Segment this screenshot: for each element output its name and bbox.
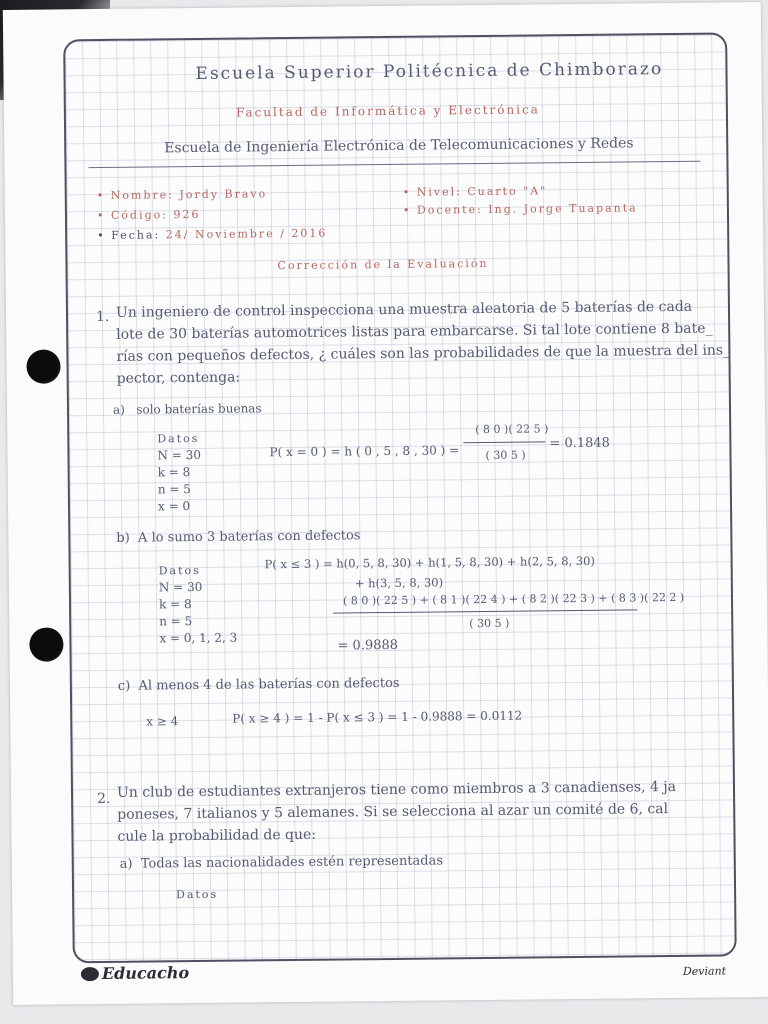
notebook-sheet	[3, 2, 768, 1005]
level-value: Cuarto "A"	[467, 184, 548, 199]
date-value: 24/ Noviembre / 2016	[165, 226, 328, 242]
p1a-text: solo baterías buenas	[136, 401, 262, 417]
p1b-equation-1: P( x ≤ 3 ) = h(0, 5, 8, 30) + h(1, 5, 8, 30) + h(2, 5, 8, 30)	[264, 553, 595, 572]
p1a-datos-title: Datos	[157, 431, 200, 446]
binder-hole-top	[26, 349, 60, 383]
p1b-datos-3: n = 5	[159, 614, 193, 629]
problem2-line2: poneses, 7 italianos y 5 alemanes. Si se selecciona al azar un comité de 6, cal	[117, 801, 669, 823]
p1c-label: c) Al menos 4 de las baterías con defectos	[117, 675, 400, 694]
p1a-equation: P( x = 0 ) = h ( 0 , 5 , 8 , 30 ) =	[269, 443, 460, 460]
p1a-result: = 0.1848	[549, 435, 610, 452]
p1b-datos-title: Datos	[158, 563, 201, 578]
p1b-text: A lo sumo 3 baterías con defectos	[137, 528, 361, 546]
info-name: • Nombre: Jordy Bravo	[96, 187, 268, 203]
problem1-line2: lote de 30 baterías automotrices listas para embarcarse. Si tal lote contiene 8 bate_	[116, 320, 713, 343]
info-teacher: • Docente: Ing. Jorge Tuapanta	[402, 201, 638, 217]
p1a-numerator: ( 8 0 )( 22 5 )	[475, 422, 549, 437]
p2a-datos-title: Datos	[176, 887, 219, 902]
info-level: • Nivel: Cuarto "A"	[402, 184, 548, 199]
notebook-brand-logo: Educacho	[81, 963, 189, 983]
p2a-label: a) Todas las nacionalidades estén representadas	[119, 853, 444, 872]
footer-mark: Deviant	[682, 964, 727, 978]
name-value: Jordy Bravo	[179, 187, 268, 202]
p1b-denominator: ( 30 5 )	[469, 616, 510, 631]
p1a-label: a) solo baterías buenas	[112, 401, 262, 417]
p1c-equation: P( x ≥ 4 ) = 1 - P( x ≤ 3 ) = 1 - 0.9888 = 0.0112	[232, 708, 523, 726]
page-title: Corrección de la Evaluación	[277, 256, 489, 273]
problem1-number: 1.	[95, 308, 110, 326]
name-label: Nombre:	[110, 188, 175, 202]
school-title: Escuela de Ingeniería Electrónica de Telecomunicaciones y Redes	[164, 135, 634, 157]
teacher-label: Docente:	[416, 202, 483, 217]
problem2-line3: cule la probabilidad de que:	[117, 826, 317, 845]
problem1-line1: Un ingeniero de control inspecciona una muestra aleatoria de 5 baterías de cada	[115, 298, 693, 321]
p1b-equation-2: + h(3, 5, 8, 30)	[354, 575, 444, 591]
p1b-datos-2: k = 8	[158, 597, 192, 612]
p2a-text: Todas las nacionalidades estén representadas	[140, 853, 444, 872]
teacher-value: Ing. Jorge Tuapanta	[488, 201, 638, 216]
info-date: • Fecha: 24/ Noviembre / 2016	[97, 226, 328, 243]
grid-frame	[63, 32, 737, 963]
problem2-line1: Un club de estudiantes extranjeros tiene como miembros a 3 canadienses, 4 ja	[116, 778, 677, 801]
level-label: Nivel:	[416, 185, 462, 199]
p1b-datos-4: x = 0, 1, 2, 3	[159, 630, 238, 646]
problem2-number: 2.	[96, 790, 111, 808]
binder-hole-bottom	[29, 627, 63, 661]
p1b-result: = 0.9888	[337, 637, 399, 654]
date-label: Fecha:	[111, 228, 161, 242]
brand-icon	[81, 967, 99, 981]
p1a-datos-4: x = 0	[157, 499, 191, 514]
p1a-denominator: ( 30 5 )	[485, 448, 526, 462]
code-label: Código:	[110, 208, 169, 222]
p1a-datos-1: N = 30	[157, 447, 202, 463]
problem1-line4: pector, contenga:	[116, 369, 241, 387]
p1a-datos-2: k = 8	[157, 465, 191, 480]
p1b-numerator: ( 8 0 )( 22 5 ) + ( 8 1 )( 22 4 ) + ( 8 2 )( 22 3 ) + ( 8 3 )( 22 2 )	[342, 590, 685, 608]
problem1-line3: rías con pequeños defectos, ¿ cuáles son las probabilidades de que la muestra del ins_	[116, 342, 731, 365]
faculty-title: Facultad de Informática y Electrónica	[235, 102, 540, 120]
institution-title: Escuela Superior Politécnica de Chimborazo	[195, 59, 664, 84]
p1b-datos-1: N = 30	[158, 579, 203, 595]
p1b-label: b) A lo sumo 3 baterías con defectos	[116, 528, 361, 546]
p1c-text: Al menos 4 de las baterías con defectos	[138, 675, 400, 694]
p1c-condition: x ≥ 4	[146, 714, 179, 729]
code-value: 926	[173, 207, 201, 222]
info-code: • Código: 926	[96, 207, 201, 223]
p1a-datos-3: n = 5	[157, 482, 191, 497]
